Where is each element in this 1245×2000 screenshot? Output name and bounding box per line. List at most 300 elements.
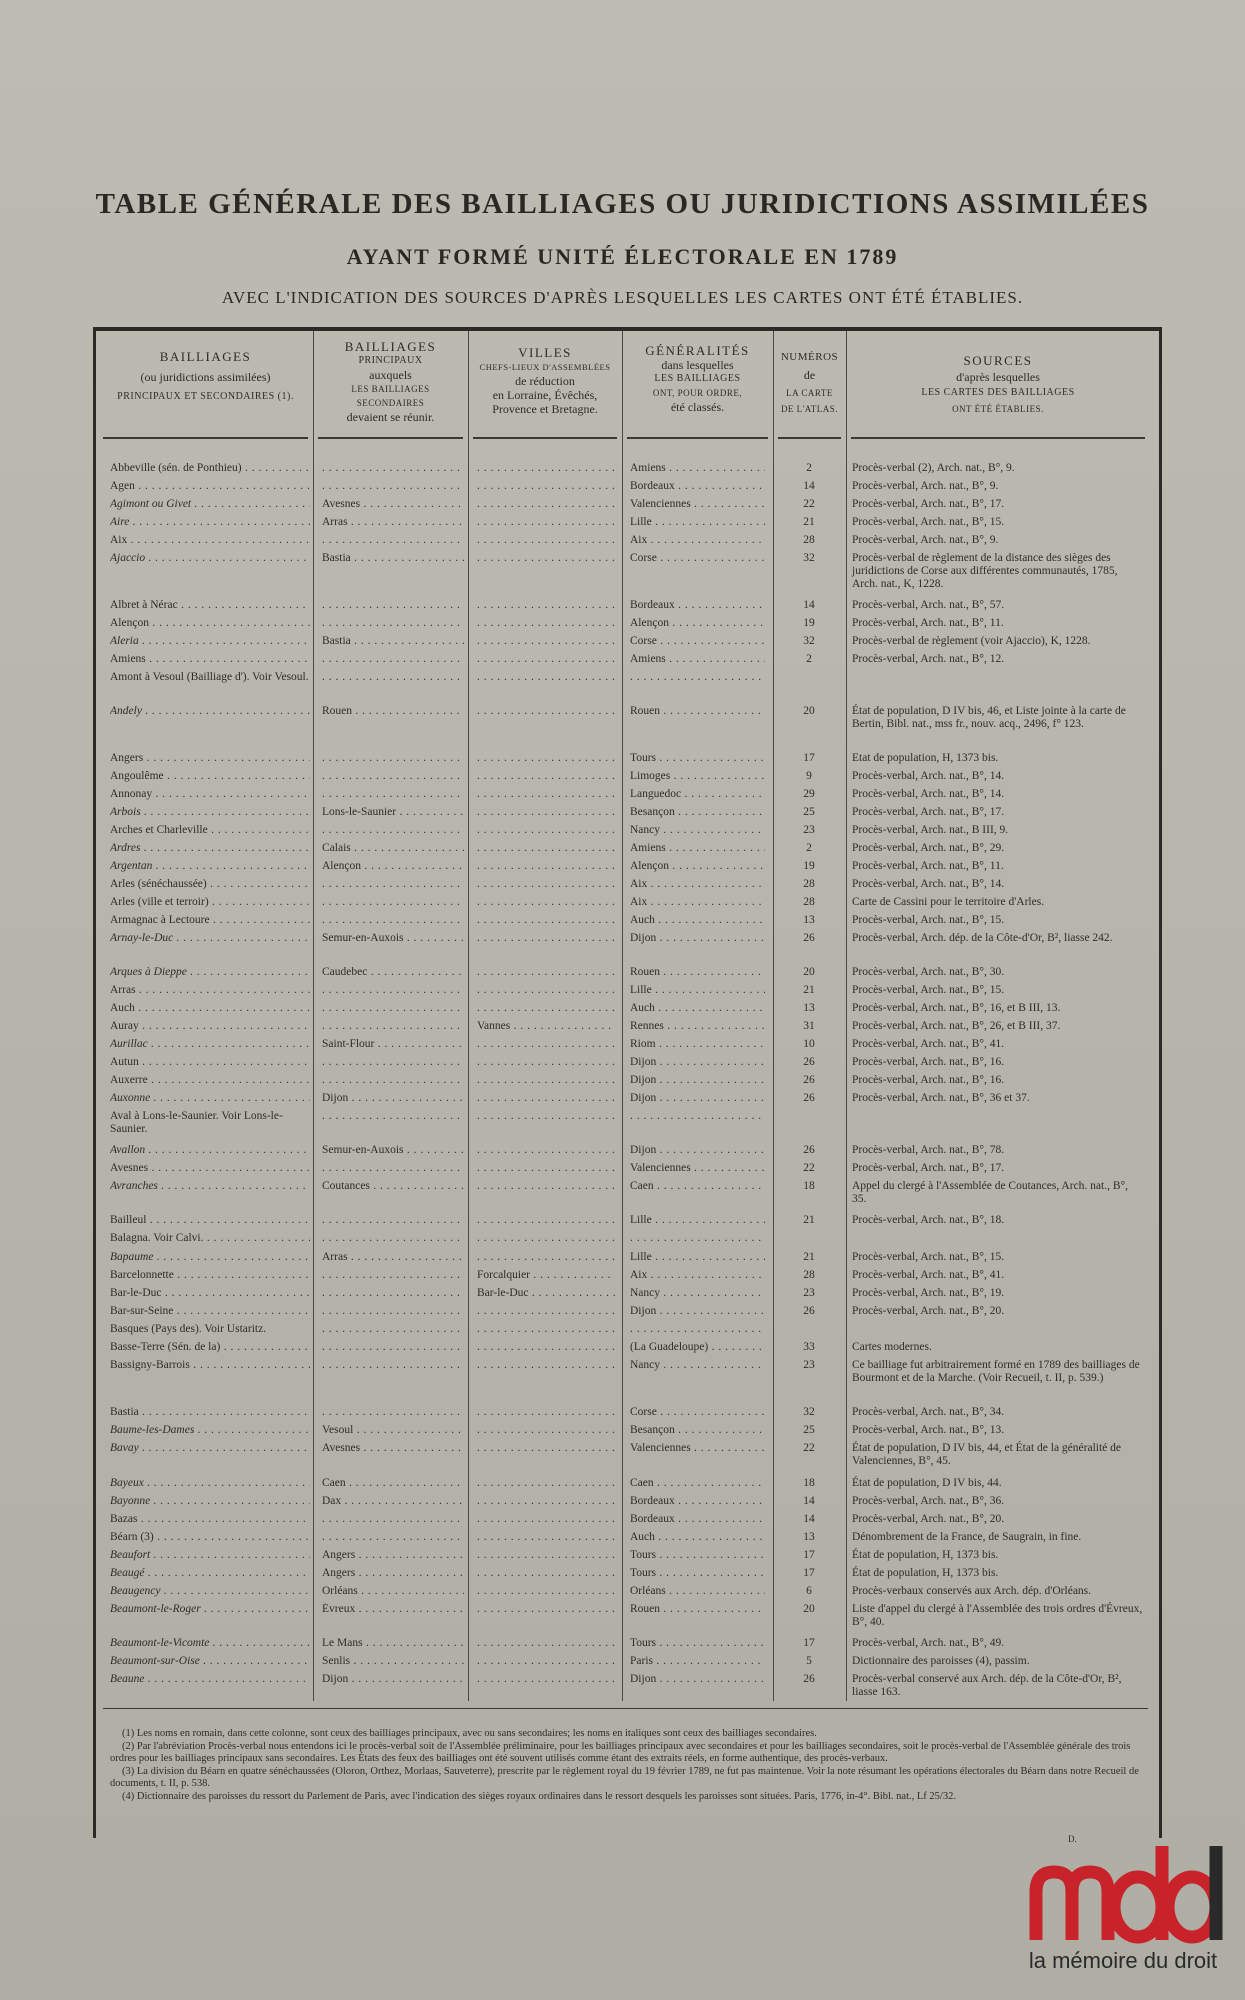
row-18-p: Alençon . . .: [322, 860, 464, 873]
row-23-b: Arques à Dieppe . . .: [110, 966, 310, 979]
row-12-v: [477, 752, 615, 765]
row-24-p: [322, 984, 464, 997]
row-5-s: Procès-verbal de règlement de la distance des sièges des juridictions de Corse aux différentes communautés, 1785, Arch. nat., K, 1228.: [852, 552, 1118, 590]
row-46-n: 22: [803, 1442, 815, 1454]
row-17-s: Procès-verbal, Arch. nat., B°, 29.: [852, 842, 1005, 854]
row-52-g: Tours . . .: [630, 1567, 765, 1580]
row-13-g: Limoges . . .: [630, 770, 765, 783]
row-5-g: Corse . . .: [630, 552, 765, 565]
header-villes: VILLES CHEFS-LIEUX D'ASSEMBLÉES de réduction en Lorraine, Évêchés, Provence et Bretagne.: [479, 345, 611, 416]
row-23-p: Caudebec . . .: [322, 966, 464, 979]
row-24-b: Arras . . .: [110, 984, 310, 997]
row-7-g: Alençon . . .: [630, 617, 765, 630]
row-38-n: 28: [803, 1269, 815, 1281]
row-44-b: Bastia . . .: [110, 1406, 310, 1419]
row-0-n: 2: [806, 462, 812, 474]
row-15-g: Besançon . . .: [630, 806, 765, 819]
row-26-b: Auray . . .: [110, 1020, 310, 1033]
row-32-b: Avallon . . .: [110, 1144, 310, 1157]
row-24-g: Lille . . .: [630, 984, 765, 997]
row-37-p: Arras . . .: [322, 1251, 464, 1264]
row-0-g: Amiens . . .: [630, 462, 765, 475]
row-18-s: Procès-verbal, Arch. nat., B°, 11.: [852, 860, 1004, 872]
row-42-g: (La Guadeloupe) . . .: [630, 1341, 765, 1354]
row-26-p: [322, 1020, 464, 1033]
row-57-p: Dijon . . .: [322, 1673, 464, 1686]
footnote-4: (4) Dictionnaire des paroisses du ressort du Parlement de Paris, avec l'indication des sièges royaux ordinaires dans le ressort desquels les paroisses sont situées. Paris, 1776, in-4°. Bibl. nat., Lf 25/32.: [122, 1791, 956, 1802]
header-rule: [851, 437, 1145, 439]
row-39-v: Bar-le-Duc . . .: [477, 1287, 615, 1300]
row-7-s: Procès-verbal, Arch. nat., B°, 11.: [852, 617, 1004, 629]
row-43-b: Bassigny-Barrois . . .: [110, 1359, 310, 1372]
row-6-g: Bordeaux . . .: [630, 599, 765, 612]
row-4-b: Aix . . .: [110, 534, 310, 547]
row-19-n: 28: [803, 878, 815, 890]
row-2-v: [477, 498, 615, 511]
row-47-n: 18: [803, 1477, 815, 1489]
row-2-g: Valenciennes . . .: [630, 498, 765, 511]
row-53-s: Procès-verbaux conservés aux Arch. dép. d'Orléans.: [852, 1585, 1092, 1597]
row-41-g: [630, 1323, 765, 1336]
row-28-v: [477, 1056, 615, 1069]
row-19-g: Aix . . .: [630, 878, 765, 891]
row-16-p: [322, 824, 464, 837]
row-5-v: [477, 552, 615, 565]
row-21-n: 13: [803, 914, 815, 926]
row-48-b: Bayonne . . .: [110, 1495, 310, 1508]
row-28-g: Dijon . . .: [630, 1056, 765, 1069]
row-49-p: [322, 1513, 464, 1526]
row-23-v: [477, 966, 615, 979]
row-25-s: Procès-verbal, Arch. nat., B°, 16, et B III, 13.: [852, 1002, 1061, 1014]
row-29-p: [322, 1074, 464, 1087]
row-8-g: Corse . . .: [630, 635, 765, 648]
row-32-v: [477, 1144, 615, 1157]
row-27-g: Riom . . .: [630, 1038, 765, 1051]
row-46-s: État de population, D IV bis, 44, et État de la généralité de Valenciennes, B°, 45.: [852, 1442, 1121, 1467]
row-20-b: Arles (ville et terroir) . . .: [110, 896, 310, 909]
row-49-g: Bordeaux . . .: [630, 1513, 765, 1526]
row-2-s: Procès-verbal, Arch. nat., B°, 17.: [852, 498, 1005, 510]
row-14-s: Procès-verbal, Arch. nat., B°, 14.: [852, 788, 1005, 800]
row-32-g: Dijon . . .: [630, 1144, 765, 1157]
row-44-n: 32: [803, 1406, 815, 1418]
row-48-n: 14: [803, 1495, 815, 1507]
row-18-g: Alençon . . .: [630, 860, 765, 873]
row-16-v: [477, 824, 615, 837]
row-11-s: État de population, D IV bis, 46, et Liste jointe à la carte de Bertin, Bibl. nat., mss fr., nouv. acq., 2496, f° 123.: [852, 705, 1126, 730]
footnote-3: (3) La division du Béarn en quatre sénéchaussées (Oloron, Orthez, Morlaas, Sauveterre), prescrite par le règlement royal du 19 février 1789, ne fut pas maintenue. Voir la note résumant les opérations électorales du Béarn dans notre Recueil de documents, t. II, p. 538.: [110, 1766, 1139, 1789]
row-56-v: [477, 1655, 615, 1668]
row-34-v: [477, 1180, 615, 1193]
row-0-p: [322, 462, 464, 475]
row-54-g: Rouen . . .: [630, 1603, 765, 1616]
row-0-s: Procès-verbal (2), Arch. nat., B°, 9.: [852, 462, 1015, 474]
row-48-v: [477, 1495, 615, 1508]
row-43-v: [477, 1359, 615, 1372]
row-10-g: [630, 671, 765, 684]
row-20-g: Aix . . .: [630, 896, 765, 909]
row-17-g: Amiens . . .: [630, 842, 765, 855]
row-40-g: Dijon . . .: [630, 1305, 765, 1318]
row-25-b: Auch . . .: [110, 1002, 310, 1015]
row-44-g: Corse . . .: [630, 1406, 765, 1419]
row-3-n: 21: [803, 516, 815, 528]
header-rule: [103, 437, 308, 439]
column-rule: [846, 331, 847, 1701]
row-24-v: [477, 984, 615, 997]
row-15-b: Arbois . . .: [110, 806, 310, 819]
row-32-p: Semur-en-Auxois . . .: [322, 1144, 464, 1157]
row-31-v: [477, 1110, 615, 1123]
row-33-v: [477, 1162, 615, 1175]
row-54-s: Liste d'appel du clergé à l'Assemblée des trois ordres d'Évreux, B°, 40.: [852, 1603, 1143, 1628]
row-40-v: [477, 1305, 615, 1318]
row-7-v: [477, 617, 615, 630]
row-22-s: Procès-verbal, Arch. dép. de la Côte-d'Or, B², liasse 242.: [852, 932, 1113, 944]
row-42-n: 33: [803, 1341, 815, 1353]
row-55-n: 17: [803, 1637, 815, 1649]
row-45-p: Vesoul . . .: [322, 1424, 464, 1437]
row-4-g: Aix . . .: [630, 534, 765, 547]
row-17-n: 2: [806, 842, 812, 854]
row-50-b: Béarn (3) . . .: [110, 1531, 310, 1544]
row-10-p: [322, 671, 464, 684]
footnote-1: (1) Les noms en romain, dans cette colonne, sont ceux des bailliages principaux, avec ou sans secondaires; les noms en italiques sont ceux des bailliages secondaires.: [122, 1728, 817, 1739]
row-6-v: [477, 599, 615, 612]
row-47-s: État de population, D IV bis, 44.: [852, 1477, 1002, 1489]
row-19-v: [477, 878, 615, 891]
row-50-s: Dénombrement de la France, de Saugrain, in fine.: [852, 1531, 1082, 1543]
row-13-n: 9: [806, 770, 812, 782]
row-21-v: [477, 914, 615, 927]
row-40-s: Procès-verbal, Arch. nat., B°, 20.: [852, 1305, 1005, 1317]
row-12-p: [322, 752, 464, 765]
row-57-n: 26: [803, 1673, 815, 1685]
row-26-g: Rennes . . .: [630, 1020, 765, 1033]
row-36-b: Balagna. Voir Calvi. . . .: [110, 1232, 310, 1245]
row-48-g: Bordeaux . . .: [630, 1495, 765, 1508]
row-17-v: [477, 842, 615, 855]
row-45-g: Besançon . . .: [630, 1424, 765, 1437]
row-15-v: [477, 806, 615, 819]
row-23-g: Rouen . . .: [630, 966, 765, 979]
row-26-n: 31: [803, 1020, 815, 1032]
row-44-v: [477, 1406, 615, 1419]
row-47-g: Caen . . .: [630, 1477, 765, 1490]
row-15-n: 25: [803, 806, 815, 818]
row-9-b: Amiens . . .: [110, 653, 310, 666]
row-53-v: [477, 1585, 615, 1598]
title-line-3: AVEC L'INDICATION DES SOURCES D'APRÈS LESQUELLES LES CARTES ONT ÉTÉ ÉTABLIES.: [221, 288, 1024, 307]
row-42-v: [477, 1341, 615, 1354]
row-33-b: Avesnes . . .: [110, 1162, 310, 1175]
row-51-p: Angers . . .: [322, 1549, 464, 1562]
row-52-v: [477, 1567, 615, 1580]
row-18-b: Argentan . . .: [110, 860, 310, 873]
row-11-n: 20: [803, 705, 815, 717]
row-10-v: [477, 671, 615, 684]
row-45-n: 25: [803, 1424, 815, 1436]
row-5-b: Ajaccio . . .: [110, 552, 310, 565]
row-28-p: [322, 1056, 464, 1069]
notes-rule: [103, 1708, 1148, 1709]
row-32-n: 26: [803, 1144, 815, 1156]
row-22-b: Arnay-le-Duc . . .: [110, 932, 310, 945]
row-12-g: Tours . . .: [630, 752, 765, 765]
row-29-v: [477, 1074, 615, 1087]
row-14-g: Languedoc . . .: [630, 788, 765, 801]
row-53-n: 6: [806, 1585, 812, 1597]
row-27-n: 10: [803, 1038, 815, 1050]
row-20-p: [322, 896, 464, 909]
row-11-v: [477, 705, 615, 718]
row-9-v: [477, 653, 615, 666]
row-4-n: 28: [803, 534, 815, 546]
row-45-s: Procès-verbal, Arch. nat., B°, 13.: [852, 1424, 1005, 1436]
row-29-n: 26: [803, 1074, 815, 1086]
row-52-n: 17: [803, 1567, 815, 1579]
header-rule: [778, 437, 841, 439]
row-39-p: [322, 1287, 464, 1300]
header-rule: [627, 437, 768, 439]
row-9-p: [322, 653, 464, 666]
row-2-p: Avesnes . . .: [322, 498, 464, 511]
row-35-g: Lille . . .: [630, 1214, 765, 1227]
row-54-n: 20: [803, 1603, 815, 1615]
row-55-b: Beaumont-le-Vicomte . . .: [110, 1637, 310, 1650]
row-46-g: Valenciennes . . .: [630, 1442, 765, 1455]
row-22-v: [477, 932, 615, 945]
row-24-s: Procès-verbal, Arch. nat., B°, 15.: [852, 984, 1005, 996]
row-12-n: 17: [803, 752, 815, 764]
row-33-n: 22: [803, 1162, 815, 1174]
row-49-n: 14: [803, 1513, 815, 1525]
row-43-n: 23: [803, 1359, 815, 1371]
row-36-v: [477, 1232, 615, 1245]
row-49-v: [477, 1513, 615, 1526]
row-50-v: [477, 1531, 615, 1544]
row-35-b: Bailleul . . .: [110, 1214, 310, 1227]
row-38-v: Forcalquier . . .: [477, 1269, 615, 1282]
row-12-s: Etat de population, H, 1373 bis.: [852, 752, 999, 764]
title-line-2: AYANT FORMÉ UNITÉ ÉLECTORALE EN 1789: [346, 244, 899, 269]
row-31-g: [630, 1110, 765, 1123]
row-14-b: Annonay . . .: [110, 788, 310, 801]
row-37-n: 21: [803, 1251, 815, 1263]
row-6-s: Procès-verbal, Arch. nat., B°, 57.: [852, 599, 1005, 611]
signature-letter: D.: [1068, 1834, 1077, 1844]
row-42-p: [322, 1341, 464, 1354]
row-46-v: [477, 1442, 615, 1455]
row-3-p: Arras . . .: [322, 516, 464, 529]
column-rule: [773, 331, 774, 1701]
row-20-n: 28: [803, 896, 815, 908]
row-25-n: 13: [803, 1002, 815, 1014]
row-6-n: 14: [803, 599, 815, 611]
row-29-s: Procès-verbal, Arch. nat., B°, 16.: [852, 1074, 1005, 1086]
row-1-p: [322, 480, 464, 493]
row-54-p: Évreux . . .: [322, 1603, 464, 1616]
row-14-p: [322, 788, 464, 801]
row-52-s: État de population, H, 1373 bis.: [852, 1567, 999, 1579]
row-53-g: Orléans . . .: [630, 1585, 765, 1598]
row-49-b: Bazas . . .: [110, 1513, 310, 1526]
row-32-s: Procès-verbal, Arch. nat., B°, 78.: [852, 1144, 1005, 1156]
row-55-v: [477, 1637, 615, 1650]
row-30-b: Auxonne . . .: [110, 1092, 310, 1105]
logo-caption: la mémoire du droit: [1028, 1948, 1218, 1973]
row-34-p: Coutances . . .: [322, 1180, 464, 1193]
footnote-2: (2) Par l'abréviation Procès-verbal nous entendons ici le procès-verbal soit de l'Assemblée préliminaire, pour les bailliages principaux avec secondaires et pour les bailliages secondaires, soit le procès-verbal de l'Assemblée générale des trois ordres pour les bailliages principaux sans secondaires. Les États des feux des bailliages ont été souvent utilisés comme étant des extraits réels, en forme authentique, des procès-verbaux.: [110, 1741, 1131, 1764]
row-56-g: Paris . . .: [630, 1655, 765, 1668]
row-18-n: 19: [803, 860, 815, 872]
row-4-v: [477, 534, 615, 547]
row-31-p: [322, 1110, 464, 1123]
row-13-p: [322, 770, 464, 783]
row-29-b: Auxerre . . .: [110, 1074, 310, 1087]
row-57-b: Beaune . . .: [110, 1673, 310, 1686]
row-27-b: Aurillac . . .: [110, 1038, 310, 1051]
title-line-1: TABLE GÉNÉRALE DES BAILLIAGES OU JURIDICTIONS ASSIMILÉES: [95, 188, 1150, 220]
row-35-s: Procès-verbal, Arch. nat., B°, 18.: [852, 1214, 1005, 1226]
row-15-p: Lons-le-Saunier . . .: [322, 806, 464, 819]
row-2-b: Agimont ou Givet . . .: [110, 498, 310, 511]
row-42-s: Cartes modernes.: [852, 1341, 932, 1353]
row-16-s: Procès-verbal, Arch. nat., B III, 9.: [852, 824, 1009, 836]
header-rule: [318, 437, 463, 439]
row-30-n: 26: [803, 1092, 815, 1104]
row-38-g: Aix . . .: [630, 1269, 765, 1282]
row-54-b: Beaumont-le-Roger . . .: [110, 1603, 310, 1616]
row-50-p: [322, 1531, 464, 1544]
row-20-s: Carte de Cassini pour le territoire d'Arles.: [852, 896, 1045, 908]
row-9-g: Amiens . . .: [630, 653, 765, 666]
row-8-s: Procès-verbal de règlement (voir Ajaccio), K, 1228.: [852, 635, 1091, 647]
row-43-p: [322, 1359, 464, 1372]
row-16-g: Nancy . . .: [630, 824, 765, 837]
row-48-p: Dax . . .: [322, 1495, 464, 1508]
row-13-v: [477, 770, 615, 783]
row-52-b: Beaugé . . .: [110, 1567, 310, 1580]
footnotes: [110, 1728, 1145, 1804]
row-54-v: [477, 1603, 615, 1616]
row-11-b: Andely . . .: [110, 705, 310, 718]
column-rule: [313, 331, 314, 1701]
row-40-n: 26: [803, 1305, 815, 1317]
row-55-s: Procès-verbal, Arch. nat., B°, 49.: [852, 1637, 1005, 1649]
row-21-p: [322, 914, 464, 927]
row-45-v: [477, 1424, 615, 1437]
row-51-b: Beaufort . . .: [110, 1549, 310, 1562]
row-57-v: [477, 1673, 615, 1686]
row-7-n: 19: [803, 617, 815, 629]
row-1-b: Agen . . .: [110, 480, 310, 493]
row-5-n: 32: [803, 552, 815, 564]
row-30-p: Dijon . . .: [322, 1092, 464, 1105]
row-36-p: [322, 1232, 464, 1245]
row-37-v: [477, 1251, 615, 1264]
row-34-n: 18: [803, 1180, 815, 1192]
row-16-n: 23: [803, 824, 815, 836]
row-44-p: [322, 1406, 464, 1419]
row-21-b: Armagnac à Lectoure . . .: [110, 914, 310, 927]
row-43-g: Nancy . . .: [630, 1359, 765, 1372]
row-30-s: Procès-verbal, Arch. nat., B°, 36 et 37.: [852, 1092, 1030, 1104]
row-7-b: Alençon . . .: [110, 617, 310, 630]
row-9-n: 2: [806, 653, 812, 665]
row-47-p: Caen . . .: [322, 1477, 464, 1490]
row-23-s: Procès-verbal, Arch. nat., B°, 30.: [852, 966, 1005, 978]
header-numeros: NUMÉROS de LA CARTE DE L'ATLAS.: [780, 351, 839, 414]
row-56-p: Senlis . . .: [322, 1655, 464, 1668]
row-56-n: 5: [806, 1655, 812, 1667]
row-53-b: Beaugency . . .: [110, 1585, 310, 1598]
header-sources: SOURCES d'après lesquelles LES CARTES DES BAILLIAGES ONT ÉTÉ ÉTABLIES.: [921, 353, 1075, 414]
row-1-n: 14: [803, 480, 815, 492]
row-19-s: Procès-verbal, Arch. nat., B°, 14.: [852, 878, 1005, 890]
row-34-s: Appel du clergé à l'Assemblée de Coutances, Arch. nat., B°, 35.: [852, 1180, 1128, 1205]
row-14-n: 29: [803, 788, 815, 800]
row-38-p: [322, 1269, 464, 1282]
row-29-g: Dijon . . .: [630, 1074, 765, 1087]
row-22-p: Semur-en-Auxois . . .: [322, 932, 464, 945]
row-1-s: Procès-verbal, Arch. nat., B°, 9.: [852, 480, 999, 492]
row-6-p: [322, 599, 464, 612]
row-39-b: Bar-le-Duc . . .: [110, 1287, 310, 1300]
row-8-b: Aleria . . .: [110, 635, 310, 648]
row-16-b: Arches et Charleville . . .: [110, 824, 310, 837]
row-11-p: Rouen . . .: [322, 705, 464, 718]
row-57-g: Dijon . . .: [630, 1673, 765, 1686]
row-41-v: [477, 1323, 615, 1336]
row-51-s: État de population, H, 1373 bis.: [852, 1549, 999, 1561]
row-33-p: [322, 1162, 464, 1175]
row-38-b: Barcelonnette . . .: [110, 1269, 310, 1282]
row-56-s: Dictionnaire des paroisses (4), passim.: [852, 1655, 1030, 1667]
row-0-b: Abbeville (sén. de Ponthieu) . . .: [110, 462, 310, 475]
row-33-s: Procès-verbal, Arch. nat., B°, 17.: [852, 1162, 1005, 1174]
row-13-s: Procès-verbal, Arch. nat., B°, 14.: [852, 770, 1005, 782]
row-49-s: Procès-verbal, Arch. nat., B°, 20.: [852, 1513, 1005, 1525]
row-40-b: Bar-sur-Seine . . .: [110, 1305, 310, 1318]
row-41-p: [322, 1323, 464, 1336]
row-31-b: Aval à Lons-le-Saunier. Voir Lons-le-Saunier.: [110, 1110, 283, 1135]
row-24-n: 21: [803, 984, 815, 996]
row-37-s: Procès-verbal, Arch. nat., B°, 15.: [852, 1251, 1005, 1263]
row-50-n: 13: [803, 1531, 815, 1543]
row-38-s: Procès-verbal, Arch. nat., B°, 41.: [852, 1269, 1005, 1281]
row-30-g: Dijon . . .: [630, 1092, 765, 1105]
row-3-b: Aire . . .: [110, 516, 310, 529]
row-46-p: Avesnes . . .: [322, 1442, 464, 1455]
row-45-b: Baume-les-Dames . . .: [110, 1424, 310, 1437]
row-37-g: Lille . . .: [630, 1251, 765, 1264]
row-55-g: Tours . . .: [630, 1637, 765, 1650]
row-28-s: Procès-verbal, Arch. nat., B°, 16.: [852, 1056, 1005, 1068]
row-51-g: Tours . . .: [630, 1549, 765, 1562]
column-rule: [468, 331, 469, 1701]
row-27-p: Saint-Flour . . .: [322, 1038, 464, 1051]
row-35-n: 21: [803, 1214, 815, 1226]
row-3-s: Procès-verbal, Arch. nat., B°, 15.: [852, 516, 1005, 528]
row-8-p: Bastia . . .: [322, 635, 464, 648]
row-39-s: Procès-verbal, Arch. nat., B°, 19.: [852, 1287, 1005, 1299]
row-19-b: Arles (sénéchaussée) . . .: [110, 878, 310, 891]
mdd-logo-icon: [1020, 1840, 1226, 1946]
row-26-s: Procès-verbal, Arch. nat., B°, 26, et B III, 37.: [852, 1020, 1061, 1032]
row-15-s: Procès-verbal, Arch. nat., B°, 17.: [852, 806, 1005, 818]
